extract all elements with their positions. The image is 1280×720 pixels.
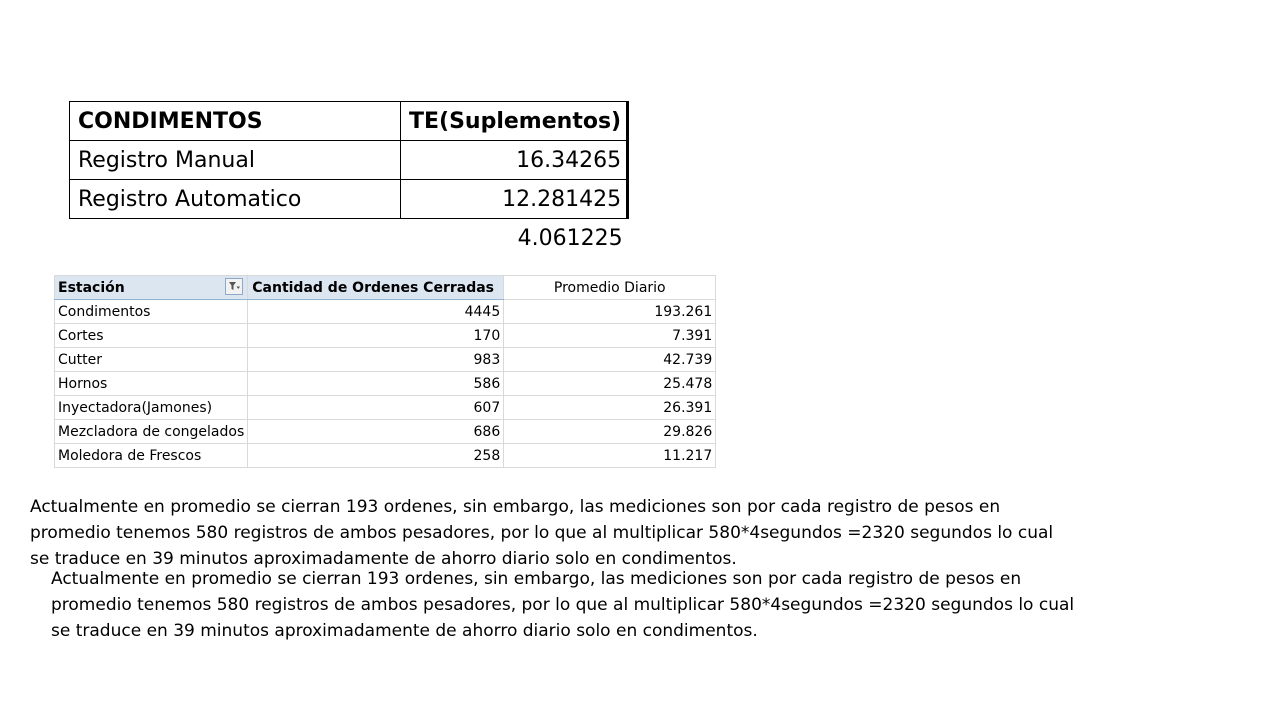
header-estacion <box>55 276 248 300</box>
table-header-row <box>70 102 628 141</box>
table-cell: 25.478 <box>504 372 716 396</box>
table-row <box>55 324 716 348</box>
header-promedio: Promedio Diario <box>504 276 716 300</box>
table-cell: 26.391 <box>504 396 716 420</box>
header-label: Estación <box>58 279 125 296</box>
filter-dropdown-button[interactable] <box>225 278 243 295</box>
table-cell: 686 <box>248 420 504 444</box>
table-cell: 193.261 <box>504 300 716 324</box>
table-cell: Moledora de Frescos <box>55 444 248 468</box>
table-cell: Mezcladora de congelados <box>55 420 248 444</box>
table-cell: 42.739 <box>504 348 716 372</box>
table-cell: Inyectadora(Jamones) <box>55 396 248 420</box>
table-cell: 29.826 <box>504 420 716 444</box>
summary-paragraph: Actualmente en promedio se cierran 193 ordenes, sin embargo, las mediciones son por cada registro de pesos en promedio tenemos 580 registros de ambos pesadores, por lo que al multiplicar 580*4segundos =2320 segundos lo cual se traduce en 39 minutos aproximadamente de ahorro diario solo en condimentos. <box>30 497 1054 569</box>
table-cell: 4445 <box>248 300 504 324</box>
summary-paragraph-duplicate: Actualmente en promedio se cierran 193 ordenes, sin embargo, las mediciones son por cada registro de pesos en promedio tenemos 580 registros de ambos pesadores, por lo que al multiplicar 580*4segundos =2320 segundos lo cual se traduce en 39 minutos aproximadamente de ahorro diario solo en condimentos. <box>51 569 1075 641</box>
table-row <box>55 300 716 324</box>
pivot-table <box>54 275 716 468</box>
estaciones-pivot-table <box>54 275 716 468</box>
table-header-row <box>55 276 716 300</box>
table-cell: 12.281425 <box>401 180 628 219</box>
table-cell: Cortes <box>55 324 248 348</box>
table-cell: 16.34265 <box>401 141 628 180</box>
table-cell: 170 <box>248 324 504 348</box>
table-cell: Registro Automatico <box>70 180 401 219</box>
filter-icon <box>226 279 242 294</box>
table-cell: Hornos <box>55 372 248 396</box>
table-cell: 586 <box>248 372 504 396</box>
table-cell: 258 <box>248 444 504 468</box>
table-cell: Cutter <box>55 348 248 372</box>
table-cell: Condimentos <box>55 300 248 324</box>
table-cell: Registro Manual <box>70 141 401 180</box>
table-cell: 607 <box>248 396 504 420</box>
empty-cell <box>70 219 401 258</box>
table-row <box>55 396 716 420</box>
table-cell: 11.217 <box>504 444 716 468</box>
table-row <box>55 420 716 444</box>
table-row <box>55 444 716 468</box>
table-row <box>55 348 716 372</box>
table-row <box>70 141 628 180</box>
table-header-cell: CONDIMENTOS <box>70 102 401 141</box>
table-cell: 983 <box>248 348 504 372</box>
table-row <box>70 180 628 219</box>
table-cell: 7.391 <box>504 324 716 348</box>
difference-value: 4.061225 <box>517 225 623 251</box>
table-row <box>55 372 716 396</box>
table-header-cell: TE(Suplementos) <box>401 102 628 141</box>
condimentos-table <box>69 101 629 257</box>
header-cantidad: Cantidad de Ordenes Cerradas <box>248 276 504 300</box>
difference-row <box>70 219 628 258</box>
